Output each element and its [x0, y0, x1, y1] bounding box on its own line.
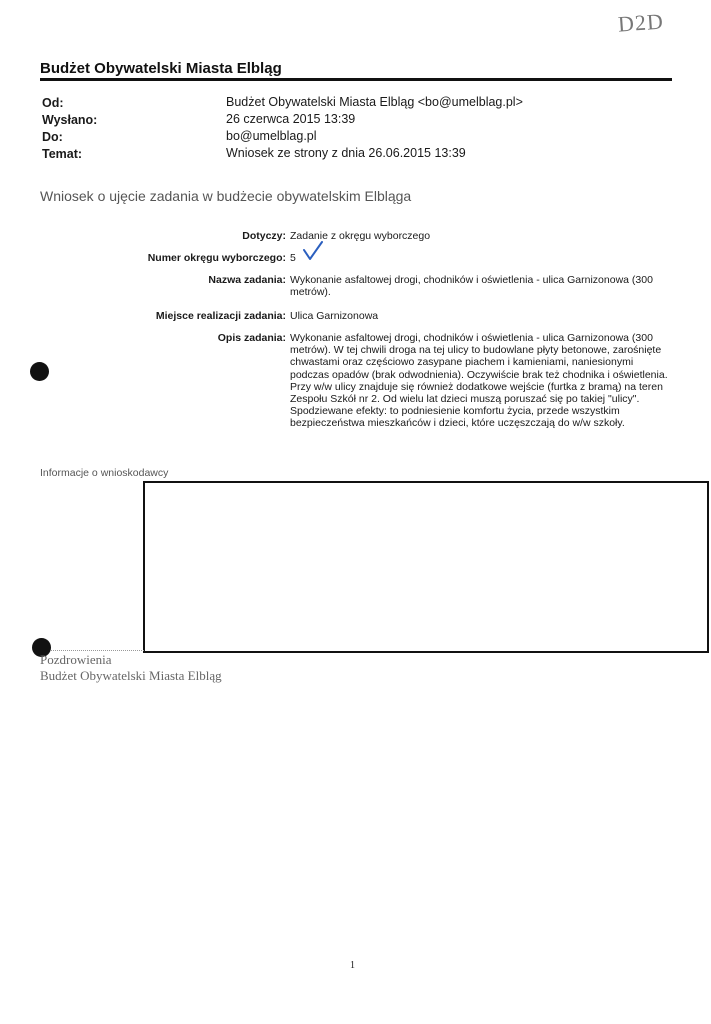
from-value: Budżet Obywatelski Miasta Elbląg <bo@umelblag.pl> [226, 95, 523, 109]
subject-value: Wniosek ze strony z dnia 26.06.2015 13:39 [226, 146, 466, 160]
sender-signature: Budżet Obywatelski Miasta Elbląg [40, 668, 222, 683]
punch-hole-top [30, 362, 49, 381]
task-name-value: Wykonanie asfaltowej drogi, chodników i oświetlenia - ulica Garnizonowa (300 metrów). [290, 274, 653, 299]
from-label: Od: [42, 96, 64, 110]
description-label: Opis zadania: [217, 332, 286, 344]
location-label: Miejsce realizacji zadania: [155, 310, 286, 322]
form-heading: Wniosek o ujęcie zadania w budżecie obywatelskim Elbląga [40, 188, 412, 204]
redacted-block [143, 481, 709, 653]
description-value: Wykonanie asfaltowej drogi, chodników i oświetlenia - ulica Garnizonowa (300 metrów). W tej chwili droga na tej ulicy to budowlane płyty betonowe, zarośnięte chwastami oraz częściowo zasypane piachem i kamieniami, naniesionymi podczas opadów (brak odwodnienia). Oczywiście brak też chodnika i oświetlenia. Przy w/w ulicy znajduje się również dodatkowe wejście (furtka z bramą) na teren Zespołu Szkół nr 2. Od wielu lat dzieci muszą poruszać się po takiej "ulicy". Spodziewane efekty: to podniesienie komfortu życia, przede wszystkim bezpieczeństwa mieszkańców i dzieci, które uczęszczają do w/w szkoły. [290, 332, 668, 430]
check-mark-icon [302, 240, 324, 262]
document-title: Budżet Obywatelski Miasta Elbląg [40, 60, 282, 77]
signature-divider [44, 650, 144, 651]
page-number: 1 [350, 960, 355, 971]
location-value: Ulica Garnizonowa [290, 310, 379, 322]
title-divider [40, 78, 672, 81]
to-value: bo@umelblag.pl [226, 129, 317, 143]
district-value: 5 [290, 252, 296, 264]
task-name-label: Nazwa zadania: [208, 274, 286, 286]
concerns-value: Zadanie z okręgu wyborczego [290, 230, 431, 242]
sent-label: Wysłano: [42, 113, 98, 127]
district-label: Numer okręgu wyborczego: [147, 252, 286, 264]
to-label: Do: [42, 130, 63, 144]
sent-value: 26 czerwca 2015 13:39 [226, 112, 356, 126]
concerns-label: Dotyczy: [242, 230, 286, 242]
applicant-heading: Informacje o wnioskodawcy [40, 467, 169, 479]
greeting: Pozdrowienia [40, 652, 112, 667]
subject-label: Temat: [42, 147, 83, 161]
handwritten-stamp: D2D [617, 8, 665, 37]
